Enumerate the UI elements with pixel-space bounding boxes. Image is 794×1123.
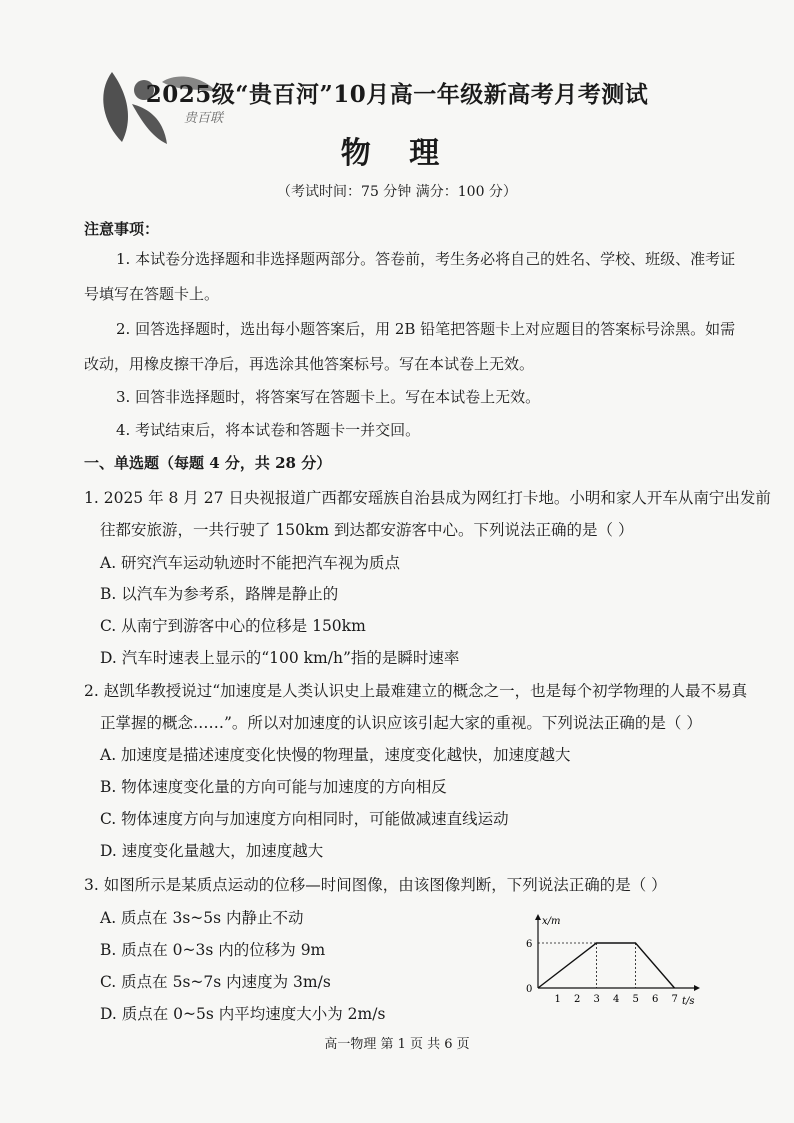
subject-title: 物 理 xyxy=(340,136,454,171)
x-tick-label: 6 xyxy=(652,994,659,1005)
q1-option-c: C. 从南宁到游客中心的位移是 150km xyxy=(100,617,366,635)
logo-text: 贵百联 xyxy=(184,111,224,126)
q1-text: 1. 2025 年 8 月 27 日央视报道广西都安瑶族自治县成为网红打卡地。小明和家人开车从南宁出发前 xyxy=(84,489,771,507)
y-tick-label: 6 xyxy=(526,939,533,950)
x-axis-arrow xyxy=(694,985,700,991)
q1-option-a: A. 研究汽车运动轨迹时不能把汽车视为质点 xyxy=(100,554,401,572)
q2-text: 正掌握的概念……”。所以对加速度的认识应该引起大家的重视。下列说法正确的是（ ） xyxy=(100,714,702,732)
q1-option-d: D. 汽车时速表上显示的“100 km/h”指的是瞬时速率 xyxy=(100,649,460,667)
q3-option-a: A. 质点在 3s~5s 内静止不动 xyxy=(100,909,304,927)
notice-heading: 注意事项： xyxy=(84,220,160,238)
q3-option-b: B. 质点在 0~3s 内的位移为 9m xyxy=(100,941,326,959)
q2-option-a: A. 加速度是描述速度变化快慢的物理量，速度变化越快，加速度越大 xyxy=(100,746,571,764)
q2-option-c: C. 物体速度方向与加速度方向相同时，可能做减速直线运动 xyxy=(100,810,509,828)
notice-item: 4. 考试结束后，将本试卷和答题卡一并交回。 xyxy=(116,421,421,439)
q2-option-b: B. 物体速度变化量的方向可能与加速度的方向相反 xyxy=(100,778,447,796)
origin-label: 0 xyxy=(526,984,533,995)
notice-item: 3. 回答非选择题时，将答案写在答题卡上。写在本试卷上无效。 xyxy=(116,388,541,406)
x-tick-label: 4 xyxy=(613,994,620,1005)
x-tick-label: 2 xyxy=(574,994,581,1005)
series-line xyxy=(538,943,675,988)
q1-text: 往都安旅游，一共行驶了 150km 到达都安游客中心。下列说法正确的是（ ） xyxy=(100,521,634,539)
notice-item: 号填写在答题卡上。 xyxy=(84,285,220,303)
q1-option-b: B. 以汽车为参考系，路牌是静止的 xyxy=(100,585,339,603)
x-tick-label: 5 xyxy=(632,994,639,1005)
q3-option-c: C. 质点在 5s~7s 内速度为 3m/s xyxy=(100,973,331,991)
x-tick-label: 3 xyxy=(593,994,600,1005)
notice-item: 改动，用橡皮擦干净后，再选涂其他答案标号。写在本试卷上无效。 xyxy=(84,355,535,373)
q3-option-d: D. 质点在 0~5s 内平均速度大小为 2m/s xyxy=(100,1005,386,1023)
q2-option-d: D. 速度变化量越大，加速度越大 xyxy=(100,842,324,860)
notice-item: 2. 回答选择题时，选出每小题答案后，用 2B 铅笔把答题卡上对应题目的答案标号涂黑。如需 xyxy=(116,320,736,338)
position-time-graph xyxy=(522,912,702,1032)
notice-item: 1. 本试卷分选择题和非选择题两部分。答卷前，考生务必将自己的姓名、学校、班级、准考证 xyxy=(116,250,736,268)
y-axis-label: x/m xyxy=(542,916,561,927)
q3-text: 3. 如图所示是某质点运动的位移—时间图像，由该图像判断，下列说法正确的是（ ） xyxy=(84,876,667,894)
page-footer: 高一物理 第 1 页 共 6 页 xyxy=(324,1037,470,1052)
exam-info: （考试时间：75 分钟 满分：100 分） xyxy=(277,184,517,200)
exam-title: 2025级“贵百河”10月高一年级新高考月考测试 xyxy=(145,81,649,108)
q2-text: 2. 赵凯华教授说过“加速度是人类认识史上最难建立的概念之一，也是每个初学物理的人最不易真 xyxy=(84,682,748,700)
x-tick-label: 7 xyxy=(671,994,678,1005)
y-axis-arrow xyxy=(535,914,541,920)
x-axis-label: t/s xyxy=(682,996,695,1007)
section-heading: 一、单选题（每题 4 分，共 28 分） xyxy=(84,454,332,472)
x-tick-label: 1 xyxy=(554,994,561,1005)
